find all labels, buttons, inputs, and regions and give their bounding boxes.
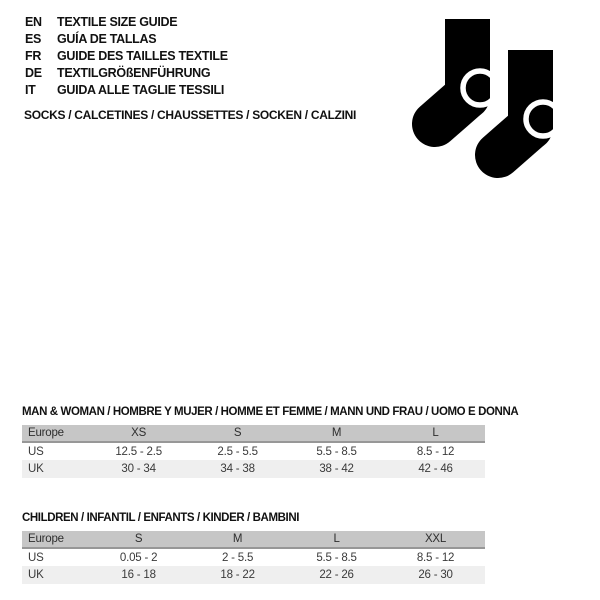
column-header-region: Europe	[22, 425, 89, 442]
table-header-row	[22, 531, 485, 548]
size-value: 12.5 - 2.5	[115, 445, 162, 458]
size-value: 5.5 - 8.5	[316, 551, 357, 564]
language-row-en	[25, 14, 228, 31]
language-label: GUÍA DE TALLAS	[57, 32, 157, 46]
language-row-it	[25, 82, 228, 99]
region-label: UK	[22, 566, 89, 584]
size-value: 8.5 - 12	[416, 551, 455, 564]
children-table-title: CHILDREN / INFANTIL / ENFANTS / KINDER / BAMBINI	[22, 512, 300, 524]
language-code: DE	[25, 66, 42, 80]
region-label: US	[28, 551, 44, 564]
adult-size-table	[22, 425, 485, 478]
size-value: 0.05 - 2	[119, 551, 158, 564]
children-size-table-section	[22, 511, 485, 584]
language-row-fr	[25, 48, 228, 65]
language-list	[25, 14, 228, 99]
column-header-size: XXL	[386, 531, 485, 548]
language-label: GUIDA ALLE TAGLIE TESSILI	[57, 83, 225, 97]
column-header-size: L	[287, 531, 386, 548]
column-header-size: M	[188, 531, 287, 548]
language-code: ES	[25, 32, 42, 46]
table-header-row	[22, 425, 485, 442]
size-value: 22 - 26	[287, 566, 386, 584]
table-row	[22, 460, 485, 478]
language-row-es	[25, 31, 228, 48]
language-row-de	[25, 65, 228, 82]
size-value: 34 - 38	[188, 460, 287, 478]
language-label: TEXTILE SIZE GUIDE	[57, 15, 178, 29]
region-label: US	[28, 445, 44, 458]
column-header-size: L	[386, 425, 485, 442]
language-code: FR	[25, 49, 42, 63]
language-label: TEXTILGRÖßENFÜHRUNG	[57, 66, 211, 80]
size-value: 2 - 5.5	[221, 551, 254, 564]
region-label: UK	[22, 460, 89, 478]
size-value: 2.5 - 5.5	[217, 445, 258, 458]
language-label: GUIDE DES TAILLES TEXTILE	[57, 49, 228, 63]
size-value: 42 - 46	[386, 460, 485, 478]
language-code: EN	[25, 15, 42, 29]
column-header-size: M	[287, 425, 386, 442]
adult-size-table-section	[22, 405, 519, 478]
size-value: 26 - 30	[386, 566, 485, 584]
size-value: 18 - 22	[188, 566, 287, 584]
language-code: IT	[25, 83, 36, 97]
table-row	[22, 442, 485, 460]
size-value: 38 - 42	[287, 460, 386, 478]
socks-icon	[405, 4, 600, 189]
size-value: 16 - 18	[89, 566, 188, 584]
column-header-region: Europe	[22, 531, 89, 548]
table-row	[22, 548, 485, 566]
column-header-size: S	[89, 531, 188, 548]
column-header-size: XS	[89, 425, 188, 442]
size-value: 30 - 34	[89, 460, 188, 478]
size-value: 5.5 - 8.5	[316, 445, 357, 458]
children-size-table	[22, 531, 485, 584]
size-value: 8.5 - 12	[416, 445, 455, 458]
category-heading: SOCKS / CALCETINES / CHAUSSETTES / SOCKEN / CALZINI	[24, 108, 357, 122]
table-row	[22, 566, 485, 584]
adult-table-title: MAN & WOMAN / HOMBRE Y MUJER / HOMME ET FEMME / MANN UND FRAU / UOMO E DONNA	[22, 406, 519, 418]
column-header-size: S	[188, 425, 287, 442]
